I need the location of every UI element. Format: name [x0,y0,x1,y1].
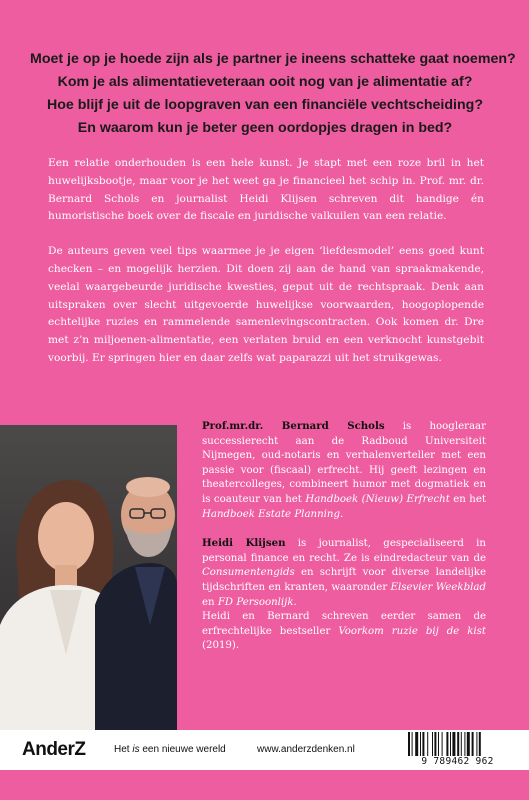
publisher-slogan: Het is een nieuwe wereld [114,744,226,755]
author-name-klijsen: Heidi Klijsen [202,537,286,550]
barcode-icon [408,732,504,756]
publisher-logo: AnderZ [22,739,86,760]
bio-joint: Heidi en Bernard schreven eerder samen de erfrechtelijke bestseller Voorkom ruzie bij de kist (2019). [202,611,487,652]
isbn-digits: 9 789462 962 [395,756,520,767]
publisher-website: www.anderzdenken.nl [257,744,355,755]
question-2: Kom je als alimentatieveteraan ooit nog van je alimentatie af? [57,74,473,90]
bio-klijsen: Heidi Klijsen is journalist, gespecialiseerd in personal finance en recht. Ze is eindredacteur van de Consumentengids en schrijft voor diverse landelijke tijdschriften en kranten, waaronder Elsevier Weekblad en FD Persoonlijk. [202,537,486,608]
bio-schols: Prof.mr.dr. Bernard Schols is hoogleraar successierecht aan de Radboud Universiteit Nijmegen, oud-notaris en verhalenverteller met een passie voor (fiscaal) erfrecht. Hij geeft lezingen en theatercolleges, combineert humor met dogmatiek en is coauteur van het Handboek (Nieuw) Erfrecht en het Handboek Estate Planning. [202,420,486,520]
author-photo [0,425,177,733]
question-4: En waarom kun je beter geen oordopjes dragen in bed? [77,120,453,136]
author-bios [202,419,486,654]
question-1: Moet je op je hoede zijn als je partner je ineens schatteke gaat noemen? [30,51,516,67]
publisher-footer [0,730,529,770]
blurb-paragraph-2: De auteurs geven veel tips waarmee je je eigen ‘liefdesmodel’ eens goed kunt checken – en mogelijk herzien. Dit doen zij aan de hand van spraakmakende, veelal waargebeurde juridische kwesties, geput uit de rechtspraak. Denk aan uitspraken over slecht uitgevoerde huwelijkse voorwaarden, hoogoplopende echtelijke ruzies en rammelende samenlevingscontracten. Ook komen dr. Dre met z’n miljoenen-alimentatie, een verlaten bruid en een verknocht kunstgebit voorbij. Er springen hier en daar zelfs wat paparazzi uit het struikgewas. [48,245,484,364]
author-name-schols: Prof.mr.dr. Bernard Schols [202,420,385,432]
author-photo-illustration [0,425,177,733]
back-cover-questions [30,48,516,140]
blurb-paragraph-1: Een relatie onderhouden is een hele kunst. Je stapt met een roze bril in het huwelijksbootje, maar voor je het weet ga je financieel het schip in. Prof. mr. dr. Bernard Schols en journalist Heidi Klijsen schreven dit handige én humoristische boek over de fiscale en juridische valkuilen van een relatie. [48,157,484,223]
question-3: Hoe blijf je uit de loopgraven van een financiële vechtscheiding? [47,97,483,113]
blurb [48,155,484,385]
